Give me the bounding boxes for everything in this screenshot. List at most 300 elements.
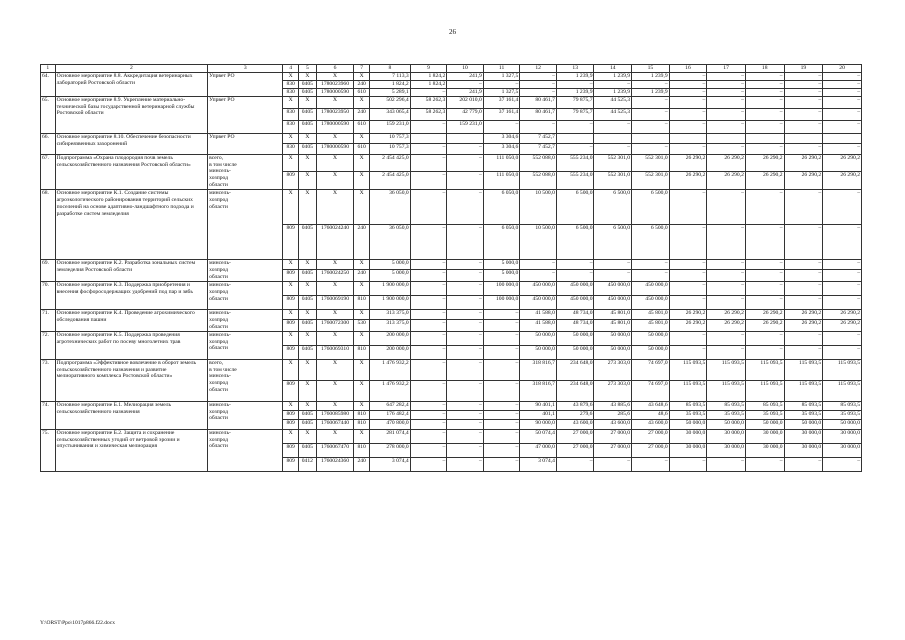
value-cell: – [447, 190, 484, 225]
value-cell: 26 290,2 [707, 309, 746, 319]
value-cell: – [483, 401, 520, 410]
column-number: 17 [707, 65, 746, 73]
value-cell: – [745, 260, 784, 270]
value-cell: – [483, 429, 520, 443]
value-cell: 1760072300 [316, 320, 354, 331]
value-cell: 234 648,0 [556, 359, 594, 380]
value-cell: – [669, 270, 707, 281]
value-cell: 85 093,5 [707, 401, 746, 410]
value-cell: 809 [283, 225, 299, 260]
value-cell: Х [283, 401, 299, 410]
executor-cell [208, 281, 283, 309]
value-cell: 610 [354, 120, 370, 133]
value-cell: 1 239,9 [632, 72, 670, 80]
value-cell: 26 290,2 [823, 154, 862, 172]
value-cell: 30 000,0 [784, 443, 823, 457]
value-cell: 5 289,1 [369, 88, 410, 96]
row-number: 64. [41, 72, 56, 96]
value-cell: – [823, 270, 862, 281]
executor-line: минсель- [209, 281, 231, 288]
value-cell: Х [354, 380, 370, 401]
value-cell: 552 088,0 [520, 172, 557, 190]
value-cell: – [447, 320, 484, 331]
value-cell: Х [298, 72, 316, 80]
executor-line: хозпрод [209, 436, 228, 443]
value-cell: – [745, 80, 784, 88]
value-cell: 6 500,0 [594, 190, 632, 225]
value-cell: 47 000,0 [520, 443, 557, 457]
executor-line: хозпрод [209, 288, 228, 295]
value-cell: – [669, 143, 707, 154]
value-cell: – [594, 260, 632, 270]
value-cell: 240 [354, 108, 370, 120]
column-number: 4 [283, 65, 299, 73]
value-cell [632, 133, 670, 143]
value-cell: Х [354, 429, 370, 443]
value-cell: – [669, 345, 707, 359]
value-cell: 43 600,0 [632, 419, 670, 429]
value-cell: 450 000,0 [520, 295, 557, 309]
column-number: 1 [41, 65, 56, 73]
executor-line: области [209, 387, 228, 394]
value-cell: 115 093,5 [784, 380, 823, 401]
table-row [41, 96, 862, 108]
executor-line: минсель- [209, 309, 231, 316]
value-cell: 809 [283, 410, 299, 419]
value-cell: 35 093,5 [823, 410, 862, 419]
table-row [41, 331, 862, 345]
table-row [41, 359, 862, 380]
value-cell: 281 074,4 [369, 429, 410, 443]
executor-cell [208, 190, 283, 260]
value-cell: 7 452,7 [520, 143, 557, 154]
value-cell: – [823, 260, 862, 270]
value-cell: 450 000,0 [632, 281, 670, 295]
value-cell: 1 900 000,0 [369, 281, 410, 295]
value-cell: – [745, 190, 784, 225]
column-number: 18 [745, 65, 784, 73]
value-cell: – [745, 295, 784, 309]
value-cell: – [410, 457, 447, 471]
value-cell: 26 290,2 [707, 320, 746, 331]
table-row [41, 260, 862, 270]
value-cell: 0405 [298, 88, 316, 96]
executor-line: хозпрод [209, 267, 228, 274]
value-cell: – [745, 345, 784, 359]
executor-line: минсель- [209, 373, 231, 380]
value-cell: 1 239,9 [632, 88, 670, 96]
value-cell: – [707, 225, 746, 260]
value-cell: 809 [283, 270, 299, 281]
value-cell: – [447, 359, 484, 380]
value-cell: – [823, 88, 862, 96]
value-cell: 43 600,0 [594, 419, 632, 429]
row-number: 70. [41, 281, 56, 309]
value-cell: 45 801,0 [632, 320, 670, 331]
value-cell: 0412 [298, 457, 316, 471]
value-cell: – [707, 270, 746, 281]
value-cell: 1 239,9 [556, 88, 594, 96]
value-cell: – [520, 72, 557, 80]
value-cell: Х [354, 133, 370, 143]
value-cell: 0405 [298, 270, 316, 281]
value-cell: 115 093,5 [745, 359, 784, 380]
value-cell: – [823, 295, 862, 309]
value-cell: – [669, 88, 707, 96]
value-cell: – [707, 331, 746, 345]
value-cell: – [447, 443, 484, 457]
value-cell: 830 [283, 143, 299, 154]
executor-line: области [209, 203, 228, 210]
value-cell: 85 093,5 [823, 401, 862, 410]
value-cell: – [410, 143, 447, 154]
value-cell: – [823, 345, 862, 359]
value-cell: 115 093,5 [707, 380, 746, 401]
value-cell: 26 290,2 [745, 309, 784, 319]
value-cell: 26 290,2 [823, 309, 862, 319]
value-cell: – [745, 281, 784, 295]
value-cell: – [483, 380, 520, 401]
value-cell [556, 133, 594, 143]
executor-line: области [209, 273, 228, 280]
value-cell: – [410, 270, 447, 281]
value-cell: – [632, 108, 670, 120]
executor-cell [208, 331, 283, 359]
value-cell: 610 [354, 143, 370, 154]
row-number: 71. [41, 309, 56, 331]
value-cell: 241,9 [447, 88, 484, 96]
value-cell: – [632, 120, 670, 133]
value-cell: – [707, 88, 746, 96]
value-cell: 810 [354, 345, 370, 359]
value-cell: – [823, 96, 862, 108]
value-cell: 50 000,0 [556, 345, 594, 359]
value-cell: – [745, 96, 784, 108]
value-cell: – [745, 457, 784, 471]
table-row [41, 133, 862, 143]
value-cell: – [784, 143, 823, 154]
value-cell: 0405 [298, 410, 316, 419]
value-cell: 111 050,0 [483, 172, 520, 190]
value-cell: 176 482,4 [369, 410, 410, 419]
row-number: 72. [41, 331, 56, 359]
value-cell: 58 262,3 [410, 96, 447, 108]
value-cell: 26 290,2 [784, 320, 823, 331]
value-cell: 37 161,4 [483, 108, 520, 120]
executor-line: минсель- [209, 401, 231, 408]
executor-line: минсель- [209, 168, 231, 175]
activity-name: Основное мероприятие 8.8. Аккредитация ветеринарных лабораторий Ростовской области [55, 72, 208, 96]
value-cell: 1780023960 [316, 80, 354, 88]
value-cell: 27 000,0 [632, 429, 670, 443]
value-cell: – [520, 260, 557, 270]
value-cell: – [447, 260, 484, 270]
value-cell: – [632, 143, 670, 154]
executor-cell [208, 359, 283, 401]
value-cell: Х [283, 331, 299, 345]
executor-line: хозпрод [209, 175, 228, 182]
value-cell: 0405 [298, 419, 316, 429]
value-cell: Х [283, 190, 299, 225]
value-cell: 45 801,0 [594, 309, 632, 319]
value-cell: 830 [283, 108, 299, 120]
value-cell: – [556, 260, 594, 270]
value-cell: – [556, 120, 594, 133]
value-cell: 45 801,0 [632, 309, 670, 319]
value-cell: 809 [283, 419, 299, 429]
value-cell: 7 113,3 [369, 72, 410, 80]
value-cell: – [447, 309, 484, 319]
value-cell: – [447, 295, 484, 309]
value-cell: 1 824,2 [410, 80, 447, 88]
value-cell: 313 375,0 [369, 309, 410, 319]
value-cell: Х [283, 96, 299, 108]
executor-cell [208, 401, 283, 429]
value-cell: – [410, 120, 447, 133]
executor-cell [208, 260, 283, 282]
value-cell: 36 050,0 [369, 190, 410, 225]
column-number: 6 [316, 65, 354, 73]
activity-name: Основное мероприятие К.1. Создание системы агроэкологического районирования территорий сельских поселений на основе адаптивно-ландшафтного подхода и разработке систем земледелия [55, 190, 208, 260]
value-cell: 3 304,6 [483, 143, 520, 154]
executor-line: области [209, 345, 228, 352]
value-cell: 241,9 [447, 72, 484, 80]
value-cell: Х [354, 72, 370, 80]
value-cell: 3 074,4 [369, 457, 410, 471]
value-cell: 552 301,0 [632, 154, 670, 172]
value-cell: 0405 [298, 320, 316, 331]
value-cell: 90 401,1 [520, 401, 557, 410]
value-cell: 100 000,0 [483, 295, 520, 309]
value-cell: – [447, 345, 484, 359]
value-cell: 6 050,0 [483, 225, 520, 260]
value-cell: 0405 [298, 143, 316, 154]
value-cell: 50 000,0 [745, 419, 784, 429]
value-cell: Х [298, 154, 316, 172]
executor-cell [208, 429, 283, 471]
value-cell: 5 000,0 [483, 260, 520, 270]
column-number: 10 [447, 65, 484, 73]
activity-name: Подпрограмма «Эффективное вовлечение в оборот земель сельскохозяйственного назначения и развитие мелиоративного комплекса Ростовской области» [55, 359, 208, 401]
value-cell: – [447, 429, 484, 443]
value-cell: 30 000,0 [669, 429, 707, 443]
value-cell: Х [354, 309, 370, 319]
value-cell: 1 824,2 [369, 80, 410, 88]
value-cell: – [707, 457, 746, 471]
value-cell: 48 734,0 [556, 309, 594, 319]
value-cell: 240 [354, 270, 370, 281]
value-cell: 610 [354, 88, 370, 96]
value-cell: 26 290,2 [669, 172, 707, 190]
value-cell: – [707, 72, 746, 80]
value-cell: Х [354, 401, 370, 410]
value-cell: 26 290,2 [669, 309, 707, 319]
value-cell: – [483, 320, 520, 331]
value-cell: – [410, 295, 447, 309]
row-number: 73. [41, 359, 56, 401]
value-cell: – [784, 457, 823, 471]
value-cell: 74 697,0 [632, 380, 670, 401]
column-number: 9 [410, 65, 447, 73]
value-cell: 50 000,0 [707, 419, 746, 429]
column-number: 19 [784, 65, 823, 73]
value-cell: Х [298, 359, 316, 380]
activity-name: Подпрограмма «Охрана плодородия почв земель сельскохозяйственного назначения Ростовской области» [55, 154, 208, 190]
value-cell: 1 327,5 [483, 72, 520, 80]
column-number: 14 [594, 65, 632, 73]
value-cell: Х [298, 401, 316, 410]
value-cell: – [556, 80, 594, 88]
value-cell: Х [283, 154, 299, 172]
value-cell: Х [298, 133, 316, 143]
value-cell: 30 000,0 [823, 443, 862, 457]
value-cell: Х [316, 154, 354, 172]
row-number: 74. [41, 401, 56, 429]
table-row [41, 190, 862, 225]
value-cell [784, 133, 823, 143]
value-cell: 115 093,5 [823, 359, 862, 380]
value-cell: Х [316, 309, 354, 319]
value-cell: – [483, 419, 520, 429]
column-number: 8 [369, 65, 410, 73]
column-number: 7 [354, 65, 370, 73]
value-cell: – [520, 270, 557, 281]
value-cell: – [823, 72, 862, 80]
value-cell: 502 296,4 [369, 96, 410, 108]
column-number: 11 [483, 65, 520, 73]
value-cell: – [594, 270, 632, 281]
value-cell: – [632, 80, 670, 88]
value-cell: – [784, 88, 823, 96]
value-cell: – [556, 270, 594, 281]
value-cell: 26 290,2 [669, 154, 707, 172]
value-cell: Х [283, 281, 299, 295]
value-cell: – [410, 345, 447, 359]
activity-name: Основное мероприятие 8.10. Обеспечение безопасности сибиреязвенных захоронений [55, 133, 208, 154]
value-cell: 111 050,0 [483, 154, 520, 172]
value-cell: – [669, 72, 707, 80]
value-cell: – [823, 120, 862, 133]
value-cell: – [784, 331, 823, 345]
value-cell: 27 000,0 [632, 443, 670, 457]
executor-cell [208, 309, 283, 331]
value-cell: Х [354, 154, 370, 172]
value-cell: 552 301,0 [594, 154, 632, 172]
value-cell: 50 000,0 [632, 331, 670, 345]
value-cell: 830 [283, 88, 299, 96]
value-cell: 50 000,0 [632, 345, 670, 359]
executor-cell [208, 133, 283, 154]
value-cell: 0405 [298, 225, 316, 260]
activity-name: Основное мероприятие Б.1. Мелиорация земель сельскохозяйственного назначения [55, 401, 208, 429]
value-cell: Х [283, 260, 299, 270]
value-cell: – [410, 281, 447, 295]
value-cell: Х [316, 260, 354, 270]
value-cell: 36 050,0 [369, 225, 410, 260]
value-cell: 1 476 932,2 [369, 380, 410, 401]
value-cell: Х [316, 359, 354, 380]
value-cell: 273 303,0 [594, 380, 632, 401]
value-cell: – [823, 457, 862, 471]
value-cell: 555 234,0 [556, 154, 594, 172]
value-cell: 50 000,0 [520, 331, 557, 345]
column-number-row [41, 65, 862, 73]
value-cell: – [745, 331, 784, 345]
value-cell: 450 000,0 [556, 281, 594, 295]
value-cell: 6 500,0 [556, 225, 594, 260]
value-cell: 285,6 [594, 410, 632, 419]
value-cell: 1780000590 [316, 120, 354, 133]
value-cell: – [707, 345, 746, 359]
column-number: 5 [298, 65, 316, 73]
value-cell [410, 133, 447, 143]
value-cell: 0405 [298, 345, 316, 359]
value-cell: 80 461,7 [520, 96, 557, 108]
value-cell: Х [354, 190, 370, 225]
value-cell: – [707, 120, 746, 133]
value-cell: 50 000,0 [784, 419, 823, 429]
value-cell: – [669, 96, 707, 108]
executor-line: хозпрод [209, 408, 228, 415]
value-cell: 37 161,4 [483, 96, 520, 108]
value-cell: 85 093,5 [784, 401, 823, 410]
value-cell: – [410, 154, 447, 172]
executor-line: хозпрод [209, 316, 228, 323]
table-row [41, 309, 862, 319]
value-cell: Х [298, 172, 316, 190]
value-cell: 30 000,0 [707, 443, 746, 457]
value-cell: 26 290,2 [745, 172, 784, 190]
value-cell: Х [316, 401, 354, 410]
value-cell: 6 500,0 [594, 225, 632, 260]
executor-line: хозпрод [209, 197, 228, 204]
value-cell: 3 304,6 [483, 133, 520, 143]
value-cell: 10 500,0 [520, 190, 557, 225]
value-cell: Х [283, 309, 299, 319]
value-cell: Х [316, 331, 354, 345]
value-cell: 26 290,2 [784, 309, 823, 319]
value-cell: – [707, 108, 746, 120]
value-cell: – [520, 88, 557, 96]
value-cell: 30 000,0 [707, 429, 746, 443]
value-cell: – [669, 260, 707, 270]
value-cell: – [483, 410, 520, 419]
value-cell: Х [354, 281, 370, 295]
executor-line: Упрвет РО [209, 96, 235, 103]
value-cell: – [707, 143, 746, 154]
value-cell: – [447, 154, 484, 172]
page-number: 26 [449, 28, 456, 36]
value-cell: 0405 [298, 80, 316, 88]
value-cell: 115 093,5 [669, 359, 707, 380]
value-cell: 318 816,7 [520, 359, 557, 380]
value-cell [707, 133, 746, 143]
column-number: 3 [208, 65, 283, 73]
value-cell: 552 301,0 [594, 172, 632, 190]
value-cell: – [447, 380, 484, 401]
row-number: 68. [41, 190, 56, 260]
value-cell: 48 734,0 [556, 320, 594, 331]
value-cell: – [784, 281, 823, 295]
value-cell: 35 093,5 [707, 410, 746, 419]
value-cell: – [707, 295, 746, 309]
executor-line: хозпрод [209, 338, 228, 345]
value-cell: 35 093,5 [669, 410, 707, 419]
value-cell: 1760024240 [316, 225, 354, 260]
value-cell: – [410, 190, 447, 225]
value-cell [447, 133, 484, 143]
value-cell: Х [316, 380, 354, 401]
